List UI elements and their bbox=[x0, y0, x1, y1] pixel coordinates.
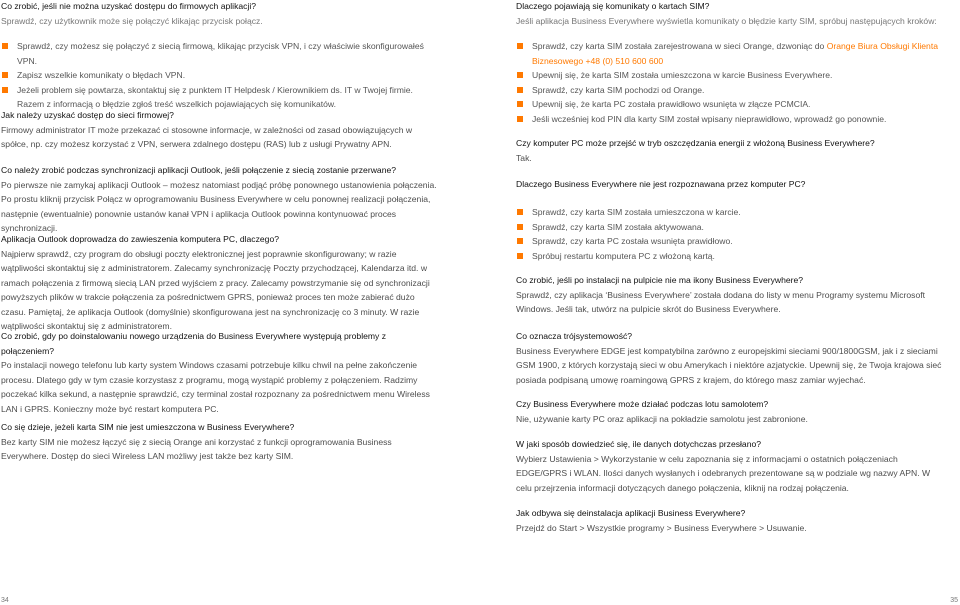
list-item: Upewnij się, że karta SIM została umieszczona w karcie Business Everywhere. bbox=[516, 68, 946, 83]
page-number: 34 bbox=[1, 597, 9, 604]
sim-checklist bbox=[516, 39, 946, 126]
question-heading: Co zrobić, gdy po doinstalowaniu nowego urządzenia do Business Everywhere występują problemy z połączeniem? bbox=[1, 331, 387, 356]
faq-power-saving bbox=[516, 136, 946, 165]
support-contact: Orange Biura Obsługi Klienta Biznesowego +48 (0) 510 600 600 bbox=[532, 41, 939, 66]
answer-text: Wybierz Ustawienia > Wykorzystanie w celu zapoznania się z informacjami o ostatnich połączeniach EDGE/GPRS i WLAN. Ilości danych wysłanych i odebranych prezentowane są w podziale wg nazwy APN. W celu przejrzenia informacji dotyczących danego połączenia, kliknij na rodzaj połączenia. bbox=[516, 453, 931, 493]
list-item: Sprawdź, czy karta SIM pochodzi od Orange. bbox=[516, 83, 946, 98]
question-heading: Czy komputer PC może przejść w tryb oszczędzania energii z włożoną Business Everywhere? bbox=[516, 138, 875, 148]
square-bullet-icon bbox=[517, 224, 523, 230]
answer-text: Nie, używanie karty PC oraz aplikacji na pokładzie samolotu jest zabronione. bbox=[516, 413, 808, 424]
list-item: Sprawdź, czy karta PC została wsunięta prawidłowo. bbox=[516, 234, 946, 249]
faq-new-device bbox=[1, 329, 441, 416]
sim-access-intro bbox=[1, 0, 441, 28]
list-item: Sprawdź, czy karta SIM została zarejestrowana w sieci Orange, dzwoniąc do Orange Biura Obsługi Klienta Biznesowego +48 (0) 510 600 600 bbox=[516, 39, 946, 68]
square-bullet-icon bbox=[517, 87, 523, 93]
question-heading: Czy Business Everywhere może działać podczas lotu samolotem? bbox=[516, 399, 769, 409]
question-heading: Co się dzieje, jeżeli karta SIM nie jest umieszczona w Business Everywhere? bbox=[1, 422, 295, 432]
faq-tri-band bbox=[516, 329, 946, 387]
list-item: Sprawdź, czy karta SIM została umieszczona w karcie. bbox=[516, 205, 946, 220]
square-bullet-icon bbox=[517, 43, 523, 49]
list-item: Upewnij się, że karta PC została prawidłowo wsunięta w złącze PCMCIA. bbox=[516, 97, 946, 112]
answer-text: Business Everywhere EDGE jest kompatybilna zarówno z europejskimi sieciami 900/1800GSM, jak i z sieciami GSM 1900, z których korzystają sieci w obu Amerykach i niektóre azjatyckie. Upewnij się, że Twoja krajowa sieć posiada podpisaną umowę roamingową GPRS z krajem, do którego masz zamiar wyjechać. bbox=[516, 345, 942, 385]
answer-text: Firmowy administrator IT może przekazać ci stosowne informacje, w zależności od zasad obowiązujących w spółce, np. czy możesz korzystać z VPN, serwera zdalnego dostępu (RAS) lub z usługi Prywatny APN. bbox=[1, 124, 413, 149]
answer-text: Jeśli aplikacja Business Everywhere wyświetla komunikaty o błędzie karty SIM, spróbuj następujących kroków: bbox=[516, 15, 937, 26]
question-heading: Co należy zrobić podczas synchronizacji aplikacji Outlook, jeśli połączenie z siecią zostanie przerwane? bbox=[1, 165, 397, 175]
question-heading: Dlaczego pojawiają się komunikaty o kartach SIM? bbox=[516, 1, 710, 11]
question-heading: Jak odbywa się deinstalacja aplikacji Business Everywhere? bbox=[516, 508, 746, 518]
square-bullet-icon bbox=[2, 43, 8, 49]
question-heading: W jaki sposób dowiedzieć się, ile danych dotychczas przesłano? bbox=[516, 439, 762, 449]
square-bullet-icon bbox=[2, 72, 8, 78]
question-heading: Co zrobić, jeśli po instalacji na pulpicie nie ma ikony Business Everywhere? bbox=[516, 275, 804, 285]
faq-uninstall bbox=[516, 506, 946, 535]
recognition-checklist bbox=[516, 205, 946, 263]
answer-text: Po pierwsze nie zamykaj aplikacji Outlook – możesz natomiast podjąć próbę ponownego ustanowienia połączenia. Po prostu kliknij przycisk Połącz w oprogramowaniu Business Everywhere w celu ponownej realizacji połączenia, następnie (ewentualnie) ponownie ustanów kanał VPN i aplikacja Outlook powinna kontynuować proces synchronizacji. bbox=[1, 179, 437, 233]
square-bullet-icon bbox=[517, 238, 523, 244]
right-page bbox=[480, 0, 960, 605]
faq-data-usage bbox=[516, 437, 946, 495]
question-heading: Aplikacja Outlook doprowadza do zawieszenia komputera PC, dlaczego? bbox=[1, 234, 280, 244]
square-bullet-icon bbox=[2, 87, 8, 93]
faq-desktop-icon bbox=[516, 273, 946, 317]
square-bullet-icon bbox=[517, 101, 523, 107]
faq-outlook-sync bbox=[1, 163, 441, 236]
list-item: Spróbuj restartu komputera PC z włożoną kartą. bbox=[516, 249, 946, 264]
list-item: Sprawdź, czy możesz się połączyć z siecią firmową, klikając przycisk VPN, i czy właściwie skonfigurowałeś VPN. bbox=[1, 39, 441, 68]
question-heading: Dlaczego Business Everywhere nie jest rozpoznawana przez komputer PC? bbox=[516, 179, 806, 189]
faq-outlook-freeze bbox=[1, 232, 441, 334]
page-number: 35 bbox=[950, 597, 958, 604]
list-item: Jeśli wcześniej kod PIN dla karty SIM został wpisany nieprawidłowo, wprowadź go ponownie. bbox=[516, 112, 946, 127]
question-heading: Jak należy uzyskać dostęp do sieci firmowej? bbox=[1, 110, 174, 120]
answer-text: Po instalacji nowego telefonu lub karty system Windows czasami potrzebuje kilku chwil na pełne zakończenie procesu. Dlatego gdy w tym czasie korzystasz z programu, mogą wystąpić problemy z połączeniem. Radzimy poczekać kilka sekund, a następnie sprawdzić, czy terminal został rozpoznany za pośrednictwem menu Wireless LAN i GPRS. Konieczny może być restart komputera PC. bbox=[1, 360, 430, 414]
square-bullet-icon bbox=[517, 72, 523, 78]
faq-in-flight bbox=[516, 397, 946, 426]
answer-text: Sprawdź, czy użytkownik może się połączyć klikając przycisk połącz. bbox=[1, 15, 263, 26]
square-bullet-icon bbox=[517, 116, 523, 122]
faq-no-sim bbox=[1, 420, 441, 464]
question-heading: Co oznacza trójsystemowość? bbox=[516, 331, 633, 341]
answer-text: Najpierw sprawdź, czy program do obsługi poczty elektronicznej jest poprawnie skonfigurowany; w razie wątpliwości skontaktuj się z administratorem. Zalecamy synchronizację Poczty przychodzącej, Kalendarza itd. w ramach połączenia z firmową siecią LAN przed wyjściem z pracy. Zalecamy powstrzymanie się od synchronizacji powyższych plików w trakcie połączenia za pośrednictwem GPRS, ponieważ proces ten może zabierać dużo czasu. Pamiętaj, że aplikacja Outlook (domyślnie) skonfigurowana jest na synchronizację co 3 minuty. W razie wątpliwości skontaktuj się z administratorem. bbox=[1, 248, 430, 331]
square-bullet-icon bbox=[517, 209, 523, 215]
list-item: Zapisz wszelkie komunikaty o błędach VPN. bbox=[1, 68, 441, 83]
answer-text: Bez karty SIM nie możesz łączyć się z siecią Orange ani korzystać z funkcji oprogramowania Business Everywhere. Dostęp do sieci Wireless LAN możliwy jest także bez karty SIM. bbox=[1, 436, 392, 461]
answer-text: Przejdź do Start > Wszystkie programy > Business Everywhere > Usuwanie. bbox=[516, 522, 807, 533]
vpn-checklist bbox=[1, 39, 441, 112]
faq-network-access bbox=[1, 108, 441, 152]
list-item: Jeżeli problem się powtarza, skontaktuj się z punktem IT Helpdesk / Kierownikiem ds. IT w Twojej firmie. Razem z informacją o błędzie zgłoś treść wszelkich pojawiających się komunikatów. bbox=[1, 83, 441, 112]
question-heading: Co zrobić, jeśli nie można uzyskać dostępu do firmowych aplikacji? bbox=[1, 1, 257, 11]
square-bullet-icon bbox=[517, 253, 523, 259]
answer-text: Tak. bbox=[516, 152, 532, 163]
faq-not-recognized bbox=[516, 177, 946, 192]
sim-messages-intro bbox=[516, 0, 946, 28]
answer-text: Sprawdź, czy aplikacja ‘Business Everywhere’ została dodana do listy w menu Programy systemu Microsoft Windows. Jeśli tak, utwórz na pulpicie skrót do Business Everywhere. bbox=[516, 289, 926, 314]
list-item: Sprawdź, czy karta SIM została aktywowana. bbox=[516, 220, 946, 235]
